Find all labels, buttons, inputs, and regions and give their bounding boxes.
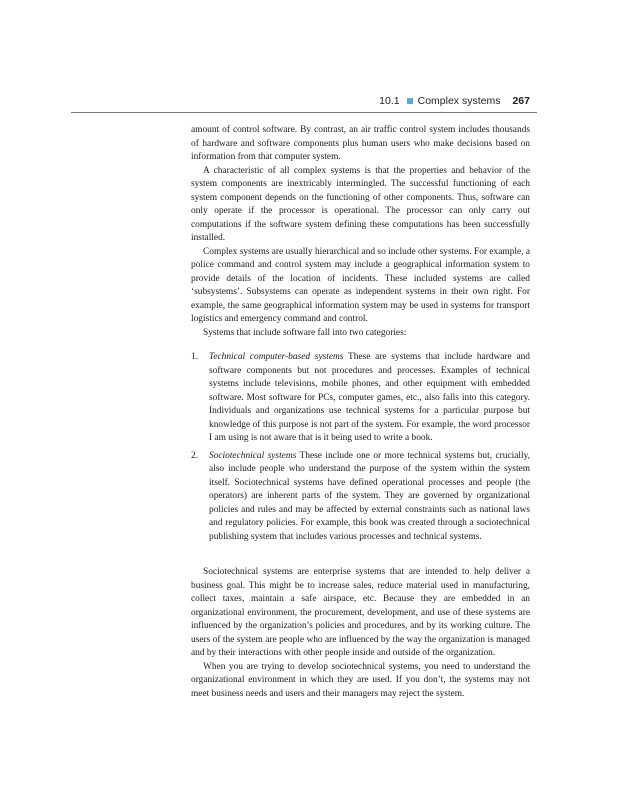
list-item-term: Technical computer-based systems: [209, 352, 344, 362]
section-title: Complex systems: [417, 95, 501, 107]
paragraph: When you are trying to develop sociotechnical systems, you need to understand the organizational environment in which they are used. If you don’t, the systems may not meet business needs and users and their managers may reject the system.: [191, 661, 530, 699]
paragraph: amount of control software. By contrast, an air traffic control system includes thousands of hardware and software components plus human users who make decisions based on information from that computer system.: [191, 125, 530, 162]
list-item: [191, 450, 530, 545]
numbered-list: [191, 351, 530, 544]
paragraph: Systems that include software fall into two categories:: [203, 327, 407, 338]
running-header: [191, 95, 530, 111]
body-text: [191, 124, 530, 701]
paragraph: Sociotechnical systems are enterprise systems that are intended to help deliver a business goal. This might be to increase sales, reduce material used in manufacturing, collect taxes, maintain a safe airspace, etc. Because they are embedded in an organizational environment, the procurement, development, and use of these systems are influenced by the organization’s policies and procedures, and by its working culture. The users of the system are people who are influenced by the way the organization is managed and by their interactions with other people inside and outside of the organization.: [191, 567, 530, 658]
paragraph: Complex systems are usually hierarchical and so include other systems. For example, a police command and control system may include a geographical information system to provide details of the location of incidents. These included systems are called ‘subsystems’. Subsystems can operate as independent systems in their own right. For example, the same geographical information system may be used in systems for transport logistics and emergency command and control.: [191, 246, 530, 324]
list-item-number: 2.: [191, 450, 199, 461]
list-item-number: 1.: [191, 352, 199, 362]
list-item-text: These include one or more technical systems but, crucially, also include people who understand the purpose of the system within the system itself. Sociotechnical systems have defined operational processes and people (the operators) are inherent parts of the system. They are governed by organizational policies and rules and may be affected by external constraints such as national laws and regulatory policies. For example, this book was created through a sociotechnical publishing system that includes various processes and technical systems.: [209, 450, 530, 542]
list-item-text: These are systems that include hardware and software components but not procedures and processes. Examples of technical systems include televisions, mobile phones, and other equipment with embedded software. Most software for PCs, computer games, etc., also falls into this category. Individuals and organizations use technical systems for a particular purpose but knowledge of this purpose is not part of the system. For example, the word processor I am using is not aware that is it being used to write a book.: [209, 352, 530, 443]
section-number: 10.1: [379, 95, 400, 107]
list-item: [191, 351, 530, 446]
page-number: 267: [512, 95, 530, 107]
list-item-term: Sociotechnical systems: [209, 450, 297, 461]
header-rule: [71, 112, 537, 113]
paragraph: A characteristic of all complex systems is that the properties and behavior of the system components are inextricably intermingled. The successful functioning of each system component depends on the functioning of other components. Thus, software can only operate if the processor is operational. The processor can only carry out computations if the software system defining these computations has been successfully installed.: [191, 165, 530, 243]
square-bullet-icon: [407, 98, 413, 104]
